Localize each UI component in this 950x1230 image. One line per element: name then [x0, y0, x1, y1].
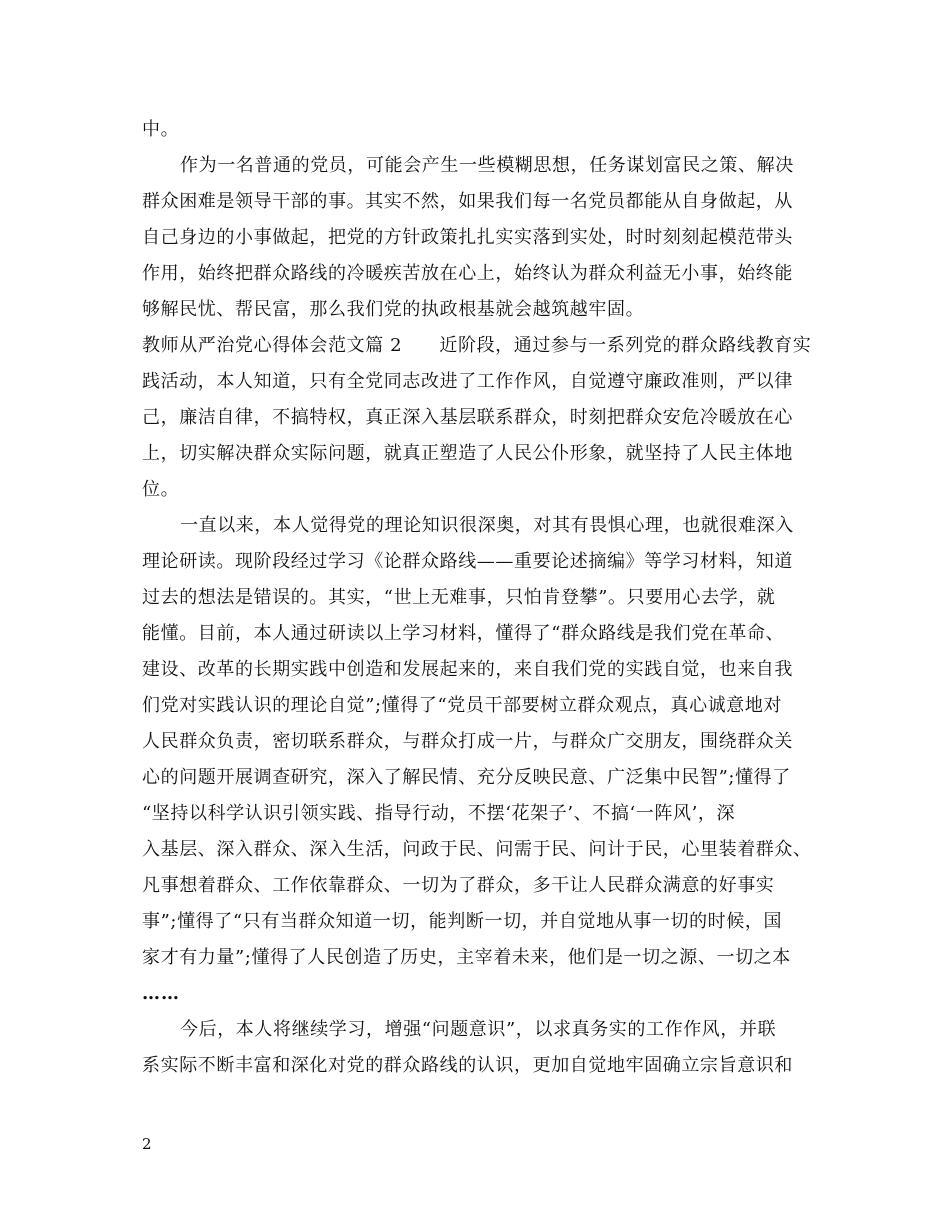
text-line: 群众困难是领导干部的事。其实不然，如果我们每一名党员都能从自身做起，从	[142, 191, 793, 212]
paragraph-first-line: 一直以来，本人觉得党的理论知识很深奥，对其有畏惧心理，也就很难深入	[180, 515, 794, 536]
text-line: 上，切实解决群众实际问题，就真正塑造了人民公仆形象，就坚持了人民主体地	[142, 443, 793, 464]
text-line: 够解民忧、帮民富，那么我们党的执政根基就会越筑越牢固。	[142, 299, 645, 320]
paragraph-first-line: 今后，本人将继续学习，增强“问题意识”，以求真务实的工作作风，并联	[180, 1019, 777, 1040]
text-line: 人民群众负责，密切联系群众，与群众打成一片，与群众广交朋友，围绕群众关	[142, 731, 793, 752]
text-line: 建设、改革的长期实践中创造和发展起来的，来自我们党的实践自觉，也来自我	[142, 659, 793, 680]
text-line: “坚持以科学认识引领实践、指导行动，不摆‘花架子’、不搞‘一阵风’，深	[142, 803, 736, 824]
text-line: 事”;懂得了“只有当群众知道一切，能判断一切，并自觉地从事一切的时候，国	[142, 911, 783, 932]
text-line: 作用，始终把群众路线的冷暖疾苦放在心上，始终认为群众利益无小事，始终能	[142, 263, 793, 284]
text-line: 入基层、深入群众、深入生活，问政于民、问需于民、问计于民，心里装着群众、	[142, 839, 812, 860]
text-line: 们党对实践认识的理论自觉”;懂得了“党员干部要树立群众观点，真心诚意地对	[142, 695, 783, 716]
text-line: 位。	[142, 479, 180, 500]
page-number: 2	[142, 1135, 152, 1153]
text-line: 中。	[142, 119, 180, 140]
text-line: 理论研读。现阶段经过学习《论群众路线——重要论述摘编》等学习材料，知道	[142, 551, 793, 572]
text-line: 己，廉洁自律，不搞特权，真正深入基层联系群众，时刻把群众安危冷暖放在心	[142, 407, 793, 428]
ellipsis-line: ……	[142, 983, 180, 1004]
text-line: 家才有力量”;懂得了人民创造了历史，主宰着未来，他们是一切之源、一切之本	[142, 947, 791, 968]
text-line: 践活动，本人知道，只有全党同志改进了工作作风，自觉遵守廉政准则，严以律	[142, 371, 793, 392]
text-line: 系实际不断丰富和深化对党的群众路线的认识，更加自觉地牢固确立宗旨意识和	[142, 1055, 793, 1076]
text-line: 过去的想法是错误的。其实，“世上无难事，只怕肯登攀”。只要用心去学，就	[142, 587, 776, 608]
text-line: 自己身边的小事做起，把党的方针政策扎扎实实落到实处，时时刻刻起模范带头	[142, 227, 793, 248]
text-line: 心的问题开展调查研究，深入了解民情、充分反映民意、广泛集中民智”;懂得了	[142, 767, 791, 788]
text-line: 能懂。目前，本人通过研读以上学习材料，懂得了“群众路线是我们党在革命、	[142, 623, 785, 644]
text-line: 凡事想着群众、工作依靠群众、一切为了群众，多干让人民群众满意的好事实	[142, 875, 775, 896]
paragraph-first-line: 作为一名普通的党员，可能会产生一些模糊思想，任务谋划富民之策、解决	[180, 155, 794, 176]
section-heading-line: 教师从严治党心得体会范文篇 2 近阶段，通过参与一系列党的群众路线教育实	[142, 335, 812, 356]
